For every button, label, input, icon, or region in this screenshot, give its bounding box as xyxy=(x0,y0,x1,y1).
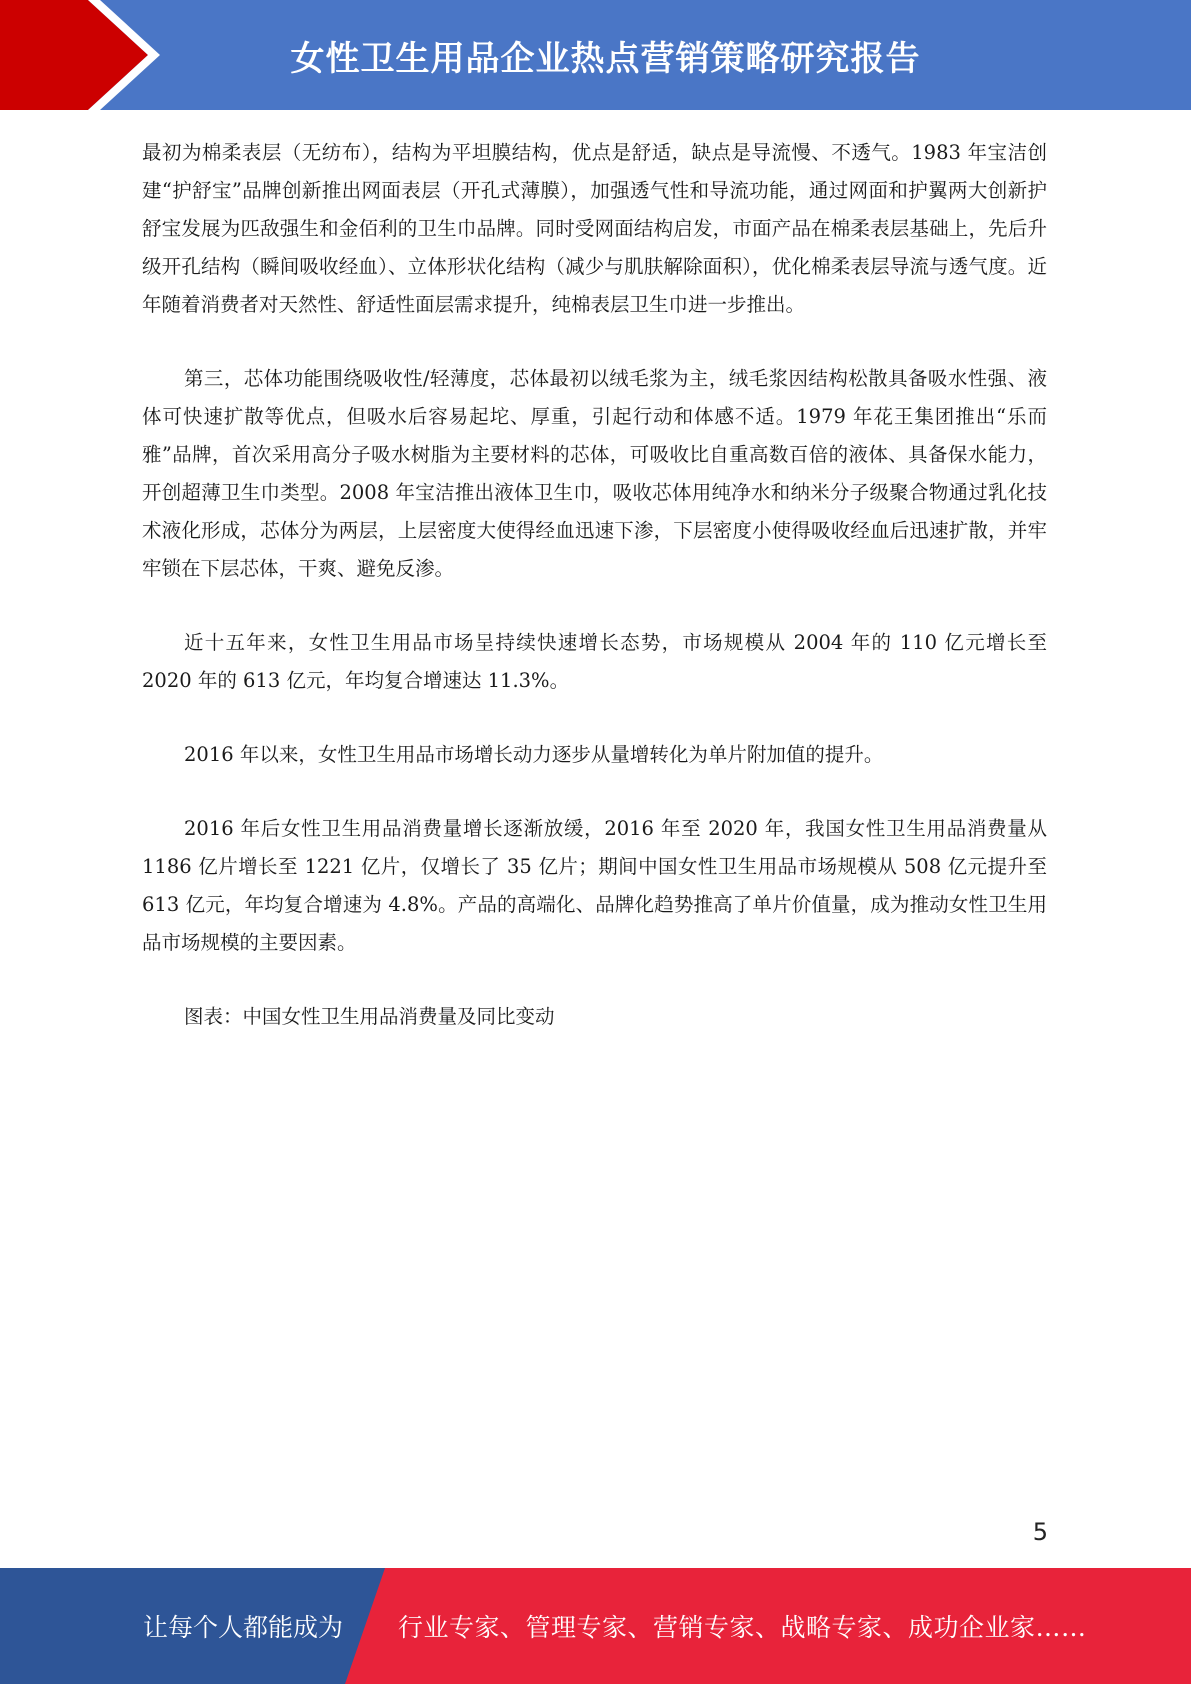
paragraph-core-function: 第三，芯体功能围绕吸收性/轻薄度，芯体最初以绒毛浆为主，绒毛浆因结构松散具备吸水性强、液体可快速扩散等优点，但吸水后容易起坨、厚重，引起行动和体感不适。1979 年花王集团推出“乐而雅”品牌，首次采用高分子吸水树脂为主要材料的芯体，可吸收比自重高数百倍的液体、具备保水能力，开创超薄卫生巾类型。2008 年宝洁推出液体卫生巾，吸收芯体用纯净水和纳米分子级聚合物通过乳化技术液化形成，芯体分为两层，上层密度大使得经血迅速下渗，下层密度小使得吸收经血后迅速扩散，并牢牢锁在下层芯体，干爽、避免反渗。 xyxy=(142,367,1047,580)
paragraph-market-growth: 近十五年来，女性卫生用品市场呈持续快速增长态势，市场规模从 2004 年的 110 亿元增长至 2020 年的 613 亿元，年均复合增速达 11.3%。 xyxy=(142,631,1047,692)
paragraph-growth-driver: 2016 年以来，女性卫生用品市场增长动力逐步从量增转化为单片附加值的提升。 xyxy=(184,743,884,766)
page-header xyxy=(0,0,1191,110)
chart-caption: 图表：中国女性卫生用品消费量及同比变动 xyxy=(184,1005,555,1028)
page-footer xyxy=(0,1568,1191,1684)
footer-slogan-left: 让每个人都能成为 xyxy=(143,1613,344,1642)
body-content xyxy=(142,134,1047,1036)
footer-slogan-right: 行业专家、管理专家、营销专家、战略专家、成功企业家…… xyxy=(398,1613,1087,1642)
paragraph-consumption-slowdown: 2016 年后女性卫生用品消费量增长逐渐放缓，2016 年至 2020 年，我国女性卫生用品消费量从 1186 亿片增长至 1221 亿片，仅增长了 35 亿片；期间中国女性卫生用品市场规模从 508 亿元提升至 613 亿元，年均复合增速为 4.8%。产品的高端化、品牌化趋势推高了单片价值量，成为推动女性卫生用品市场规模的主要因素。 xyxy=(142,817,1047,954)
paragraph-surface-layer: 最初为棉柔表层（无纺布），结构为平坦膜结构，优点是舒适，缺点是导流慢、不透气。1983 年宝洁创建“护舒宝”品牌创新推出网面表层（开孔式薄膜），加强透气性和导流功能，通过网面和护翼两大创新护舒宝发展为匹敌强生和金佰利的卫生巾品牌。同时受网面结构启发，市面产品在棉柔表层基础上，先后升级开孔结构（瞬间吸收经血）、立体形状化结构（减少与肌肤解除面积），优化棉柔表层导流与透气度。近年随着消费者对天然性、舒适性面层需求提升，纯棉表层卫生巾进一步推出。 xyxy=(142,141,1047,316)
report-title: 女性卫生用品企业热点营销策略研究报告 xyxy=(290,38,921,79)
page-number: 5 xyxy=(1032,1518,1048,1546)
